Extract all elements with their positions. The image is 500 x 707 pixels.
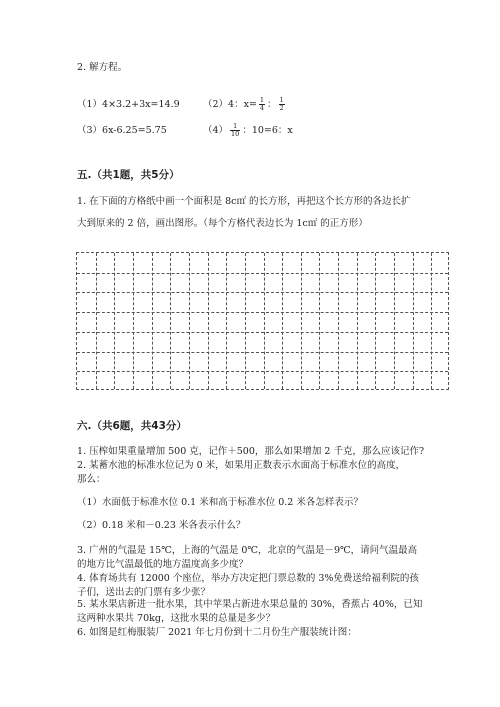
- grid-line: [77, 332, 448, 333]
- fraction-denominator: 4: [259, 104, 265, 112]
- solve-equations-title: 2. 解方程。: [77, 62, 128, 73]
- equation-2-colon: ：: [267, 99, 277, 110]
- section-6-question-6: 6. 如图是红梅服装厂 2021 年七月份到十二月份生产服装统计图：: [77, 627, 357, 638]
- section-6-question-5-line-2: 这两种水果共 70kg，这批水果的总量是多少？: [77, 613, 275, 624]
- fraction-denominator: 2: [279, 104, 284, 112]
- equation-4: [203, 122, 293, 140]
- section-6-question-2-sub-1: （1）水面低于标准水位 0.1 米和高于标准水位 0.2 米各怎样表示？: [77, 497, 363, 508]
- grid-line: [77, 371, 448, 372]
- fraction-numerator: 1: [279, 96, 284, 104]
- grid-line: [77, 312, 448, 313]
- equation-2-fraction-2: [279, 97, 285, 112]
- section-6-question-4-line-1: 4. 体育场共有 12000 个座位，举办方决定把门票总数的 3%免费送给福利院的孩: [77, 573, 419, 584]
- section-6-question-5-line-1: 5. 某水果店新进一批水果，其中苹果占新进水果总量的 30%，香蕉占 40%，已知: [77, 599, 423, 610]
- section-6-question-3-line-1: 3. 广州的气温是 15℃，上海的气温是 0℃，北京的气温是－9℃，请问气温最高: [77, 545, 418, 556]
- equation-1: （1）4×3.2+3x=14.9: [77, 99, 180, 110]
- equation-2-fraction-1: [259, 97, 265, 112]
- grid-line: [77, 273, 448, 274]
- equation-4-rest: ：10=6：x: [242, 125, 293, 136]
- fraction-denominator: 10: [231, 130, 240, 138]
- grid-line: [77, 292, 448, 293]
- section-5-question-1-line-2: 大到原来的 2 倍，画出图形。（每个方格代表边长为 1c㎡ 的正方形）: [77, 218, 368, 229]
- equation-3: （3）6x-6.25=5.75: [77, 125, 167, 136]
- equation-4-prefix: （4）: [203, 125, 229, 136]
- section-6-question-2-line-1: 2. 某蓄水池的标准水位记为 0 米，如果用正数表示水面高于标准水位的高度，: [77, 460, 406, 471]
- section-5-question-1-line-1: 1. 在下面的方格纸中画一个面积是 8c㎡ 的长方形，再把这个长方形的各边长扩: [77, 196, 411, 207]
- section-6-question-3-line-2: 的地方比气温最低的地方温度高多少度？: [77, 559, 249, 570]
- section-5-heading: 五.（共1题，共5分）: [77, 169, 180, 181]
- equation-4-fraction: [230, 123, 240, 138]
- grid-paper: [76, 252, 449, 390]
- fraction-numerator: 1: [259, 96, 265, 104]
- section-6-question-2-sub-2: （2）0.18 米和－0.23 米各表示什么？: [77, 520, 246, 531]
- fraction-numerator: 1: [230, 123, 240, 131]
- section-6-heading: 六.（共6题，共43分）: [77, 420, 187, 432]
- section-6-question-2-line-2: 那么：: [77, 474, 106, 485]
- section-6-question-1: 1. 压榨如果重量增加 500 克，记作＋500，那么如果增加 2 千克，那么应该记作?: [77, 446, 425, 457]
- equation-2: [203, 96, 287, 114]
- grid-line: [77, 352, 448, 353]
- section-6-question-4-line-2: 子们，送出去的门票有多少张？: [77, 587, 211, 598]
- equation-2-prefix: （2）4：x=: [203, 99, 257, 110]
